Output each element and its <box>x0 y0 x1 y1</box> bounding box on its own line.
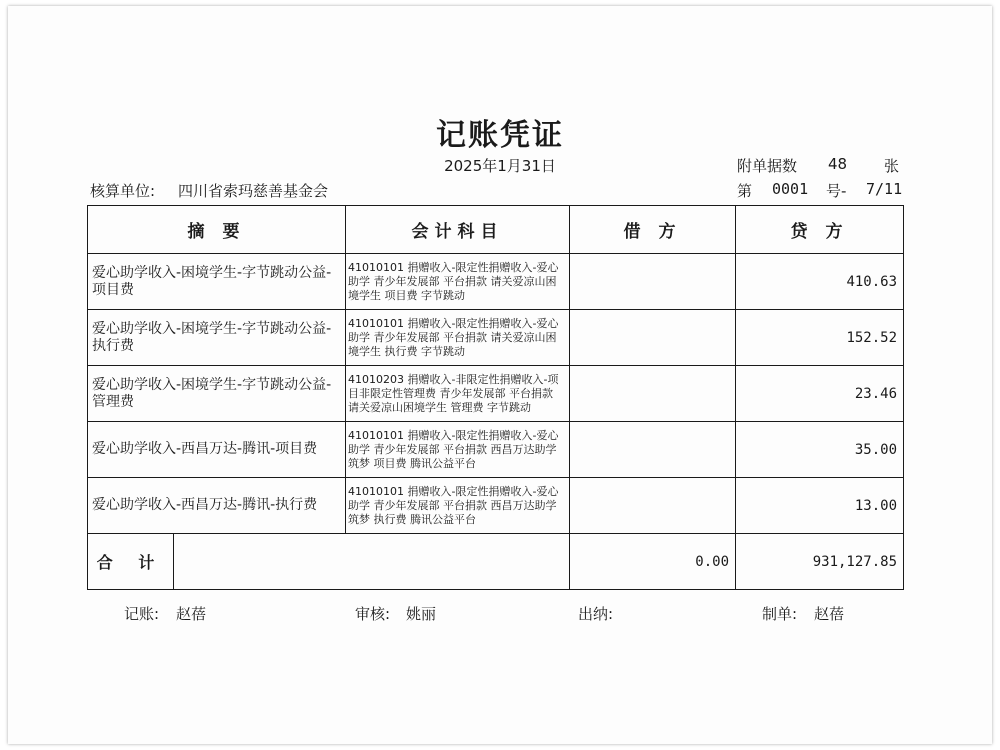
table-row <box>88 366 904 422</box>
total-label: 合 计 <box>88 534 174 590</box>
row-debit <box>570 310 736 366</box>
row-debit <box>570 366 736 422</box>
row-account: 41010101 捐赠收入-限定性捐赠收入-爱心助学 青少年发展部 平台捐款 西昌万达助学筑梦 执行费 腾讯公益平台 <box>346 478 570 534</box>
table-row <box>88 254 904 310</box>
row-account: 41010101 捐赠收入-限定性捐赠收入-爱心助学 青少年发展部 平台捐款 西昌万达助学筑梦 项目费 腾讯公益平台 <box>346 422 570 478</box>
voucher-date: 2025年1月31日 <box>444 157 556 175</box>
bookkeeper-name: 赵蓓 <box>176 605 207 623</box>
row-summary: 爱心助学收入-困境学生-字节跳动公益-项目费 <box>88 254 346 310</box>
row-account: 41010101 捐赠收入-限定性捐赠收入-爱心助学 青少年发展部 平台捐款 请关爱凉山困境学生 执行费 字节跳动 <box>346 310 570 366</box>
attachments-unit: 张 <box>884 157 900 175</box>
table-row <box>88 422 904 478</box>
reviewer-label: 审核: <box>355 605 391 623</box>
preparer-label: 制单: <box>762 605 798 623</box>
table-row <box>88 478 904 534</box>
row-summary: 爱心助学收入-西昌万达-腾讯-项目费 <box>88 422 346 478</box>
accounting-unit-label: 核算单位: <box>90 182 156 200</box>
row-summary: 爱心助学收入-困境学生-字节跳动公益-管理费 <box>88 366 346 422</box>
total-debit: 0.00 <box>570 534 736 590</box>
header-summary: 摘 要 <box>88 206 346 254</box>
voucher-page: 7/11 <box>866 180 903 198</box>
row-credit: 410.63 <box>736 254 904 310</box>
row-credit: 152.52 <box>736 310 904 366</box>
header-credit: 贷 方 <box>736 206 904 254</box>
row-account: 41010101 捐赠收入-限定性捐赠收入-爱心助学 青少年发展部 平台捐款 请关爱凉山困境学生 项目费 字节跳动 <box>346 254 570 310</box>
table-row <box>88 310 904 366</box>
voucher-number-suffix: 号- <box>826 182 847 200</box>
row-summary: 爱心助学收入-困境学生-字节跳动公益-执行费 <box>88 310 346 366</box>
row-debit <box>570 254 736 310</box>
total-credit: 931,127.85 <box>736 534 904 590</box>
row-debit <box>570 478 736 534</box>
attachments-count: 48 <box>828 155 848 173</box>
bookkeeper-label: 记账: <box>124 605 160 623</box>
reviewer-name: 姚丽 <box>406 605 437 623</box>
table-header-row <box>88 206 904 254</box>
row-summary: 爱心助学收入-西昌万达-腾讯-执行费 <box>88 478 346 534</box>
row-debit <box>570 422 736 478</box>
total-blank <box>174 534 570 590</box>
voucher-number: 0001 <box>772 180 809 198</box>
voucher-number-prefix: 第 <box>737 182 753 200</box>
row-credit: 13.00 <box>736 478 904 534</box>
accounting-unit-value: 四川省索玛慈善基金会 <box>178 182 329 200</box>
header-debit: 借 方 <box>570 206 736 254</box>
row-credit: 35.00 <box>736 422 904 478</box>
voucher-table <box>87 205 904 590</box>
row-account: 41010203 捐赠收入-非限定性捐赠收入-项目非限定性管理费 青少年发展部 平台捐款 请关爱凉山困境学生 管理费 字节跳动 <box>346 366 570 422</box>
header-account: 会计科目 <box>346 206 570 254</box>
preparer-name: 赵蓓 <box>814 605 845 623</box>
attachments-label: 附单据数 <box>737 157 798 175</box>
voucher-title: 记账凭证 <box>436 118 564 153</box>
cashier-label: 出纳: <box>578 605 614 623</box>
total-row <box>88 534 904 590</box>
row-credit: 23.46 <box>736 366 904 422</box>
